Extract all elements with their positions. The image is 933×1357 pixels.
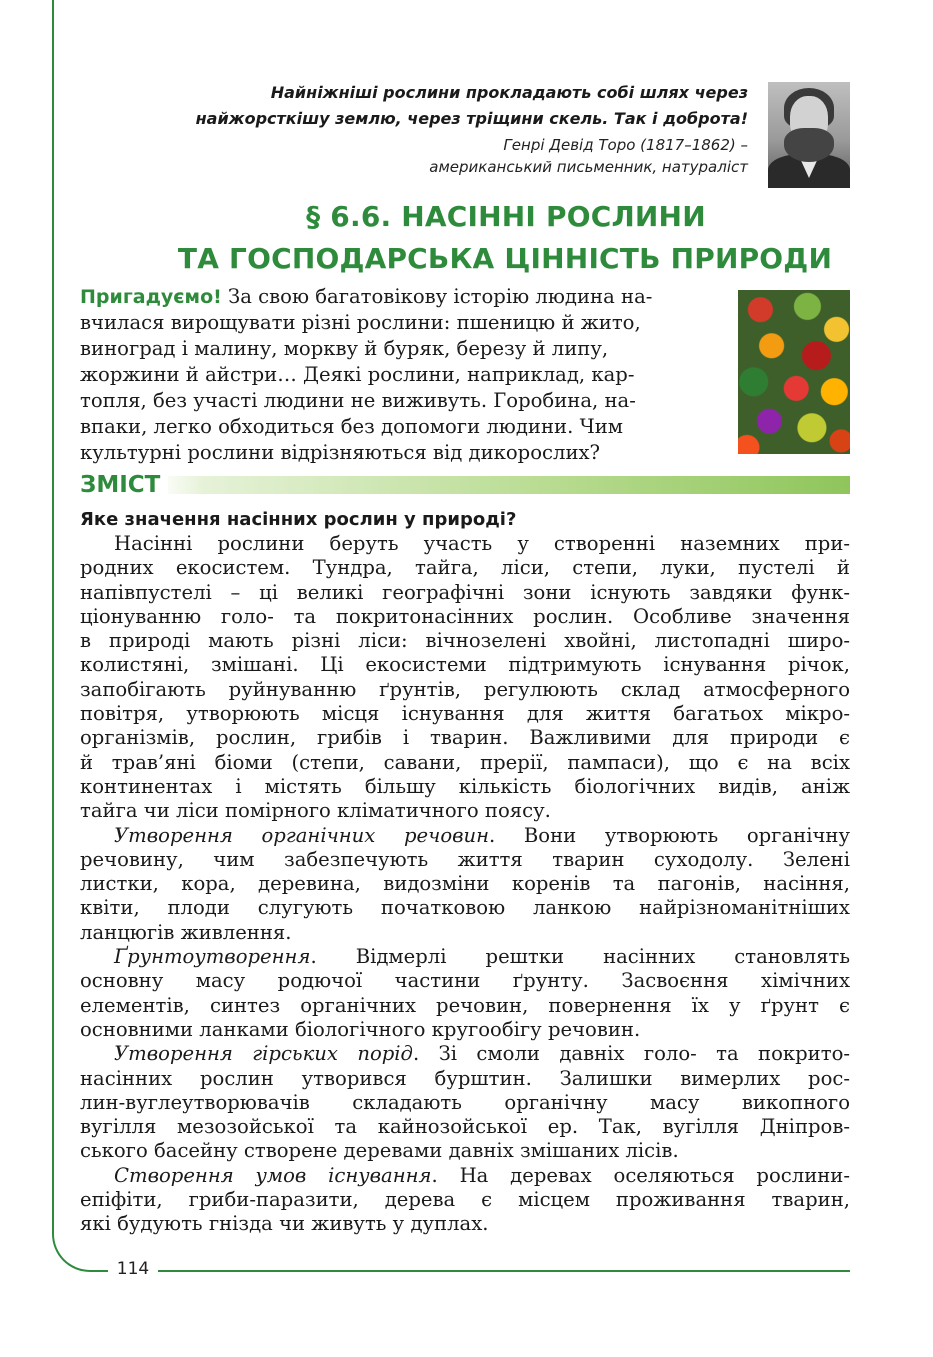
- page-number: 114: [116, 1259, 150, 1279]
- body-line: родних екосистем. Тундра, тайга, ліси, степи, луки, пустелі й: [80, 556, 850, 580]
- author-portrait: [768, 82, 850, 188]
- body-line: Утворення органічних речовин. Вони утворюють органічну: [114, 823, 850, 847]
- body-line: вугілля мезозойської та кайнозойської ер. Так, вугілля Дніпров-: [80, 1115, 850, 1139]
- vegetables-image: [738, 290, 850, 454]
- body-line: ціонуванню голо- та покритонасінних рослин. Особливе значення: [80, 604, 850, 628]
- body-line: напівпустелі – ці великі географічні зони існують завдяки функ-: [80, 580, 850, 604]
- body-line: епіфіти, гриби-паразити, дерева є місцем проживання тварин,: [80, 1188, 850, 1212]
- epigraph: [150, 80, 748, 178]
- body-line: континентах і містять більшу кількість біологічних видів, аніж: [80, 774, 850, 798]
- body-line: й трав’яні біоми (степи, савани, прерії, пампаси), що є на всіх: [80, 750, 850, 774]
- body-line: тайга чи ліси помірного кліматичного поясу.: [80, 799, 551, 823]
- recall-line: топля, без участі людини не виживуть. Горобина, на-: [80, 389, 636, 412]
- recall-label: Пригадуємо!: [80, 286, 222, 308]
- body-line: лин-вуглеутворювачів складають органічну масу викопного: [80, 1090, 850, 1114]
- body-line: основну масу родючої частини ґрунту. Засвоєння хімічних: [80, 969, 850, 993]
- epigraph-quote: [150, 80, 748, 132]
- term: Ґрунтоутворення: [114, 945, 311, 969]
- body-line: організмів, рослин, грибів і тварин. Важливими для природи є: [80, 726, 850, 750]
- body-line: Утворення гірських порід. Зі смоли давніх голо- та покрито-: [114, 1042, 851, 1066]
- body-line: листки, кора, деревина, видозміни коренів та пагонів, насіння,: [80, 872, 850, 896]
- section-question: Яке значення насінних рослин у природі?: [80, 509, 517, 530]
- epigraph-author: [150, 134, 748, 178]
- recall-line: впаки, легко обходиться без допомоги людини. Чим: [80, 415, 624, 438]
- body-line: квіти, плоди слугують початковою ланкою найрізноманітніших: [80, 896, 850, 920]
- epigraph-author-line: Генрі Девід Торо (1817–1862) –: [503, 136, 748, 154]
- term: Утворення органічних речовин: [114, 823, 490, 847]
- recall-line: жоржини й айстри… Деякі рослини, наприклад, кар-: [80, 363, 635, 386]
- recall-box: [80, 284, 716, 466]
- body-line: основними ланками біологічного кругообігу речовин.: [80, 1017, 641, 1041]
- body-text: [80, 532, 850, 1237]
- body-line: Насінні рослини беруть участь у створенні наземних при-: [114, 532, 850, 555]
- section-heading: ЗМІСТ: [80, 470, 168, 500]
- epigraph-quote-line: найжорсткішу землю, через тріщини скель. Так і доброта!: [195, 109, 748, 128]
- body-line: речовину, чим забезпечують життя тварин суходолу. Зелені: [80, 847, 850, 871]
- recall-line: виноград і малину, моркву й буряк, березу й липу,: [80, 337, 609, 360]
- body-line: в природі мають різні ліси: вічнозелені хвойні, листопадні широ-: [80, 629, 850, 653]
- body-line: Ґрунтоутворення. Відмерлі рештки насінних становлять: [114, 945, 850, 969]
- title-line: § 6.6. НАСІННІ РОСЛИНИ: [306, 200, 706, 233]
- term: Створення умов існування: [114, 1163, 432, 1187]
- body-line: запобігають руйнуванню ґрунтів, регулюють склад атмосферного: [80, 677, 850, 701]
- body-line: насінних рослин утворився бурштин. Залишки вимерлих рос-: [80, 1066, 850, 1090]
- recall-text: За свою багатовікову історію людина на-: [221, 285, 653, 308]
- recall-line: вчилася вирощувати різні рослини: пшеницю й жито,: [80, 311, 641, 334]
- footer-rule-right: [158, 1270, 850, 1272]
- page-title: [100, 196, 910, 280]
- body-line: повітря, утворюють місця існування для життя багатьох мікро-: [80, 702, 850, 726]
- term: Утворення гірських порід: [114, 1042, 413, 1066]
- epigraph-quote-line: Найніжніші рослини прокладають собі шлях через: [270, 83, 748, 102]
- body-line: які будують гнізда чи живуть у дуплах.: [80, 1212, 489, 1236]
- body-line: ського басейну створене деревами давніх змішаних лісів.: [80, 1139, 679, 1163]
- recall-line: культурні рослини відрізняються від дикорослих?: [80, 441, 601, 464]
- body-line: Створення умов існування. На деревах оселяються рослини-: [114, 1163, 850, 1187]
- title-line: ТА ГОСПОДАРСЬКА ЦІННІСТЬ ПРИРОДИ: [177, 242, 833, 275]
- footer-rule-left: [90, 1270, 108, 1272]
- section-bar: [80, 476, 850, 494]
- body-line: елементів, синтез органічних речовин, повернення їх у ґрунт є: [80, 993, 850, 1017]
- body-line: ланцюгів живлення.: [80, 920, 292, 944]
- body-line: колистяні, змішані. Ці екосистеми підтримують існування річок,: [80, 653, 850, 677]
- epigraph-author-line: американський письменник, натураліст: [429, 158, 748, 176]
